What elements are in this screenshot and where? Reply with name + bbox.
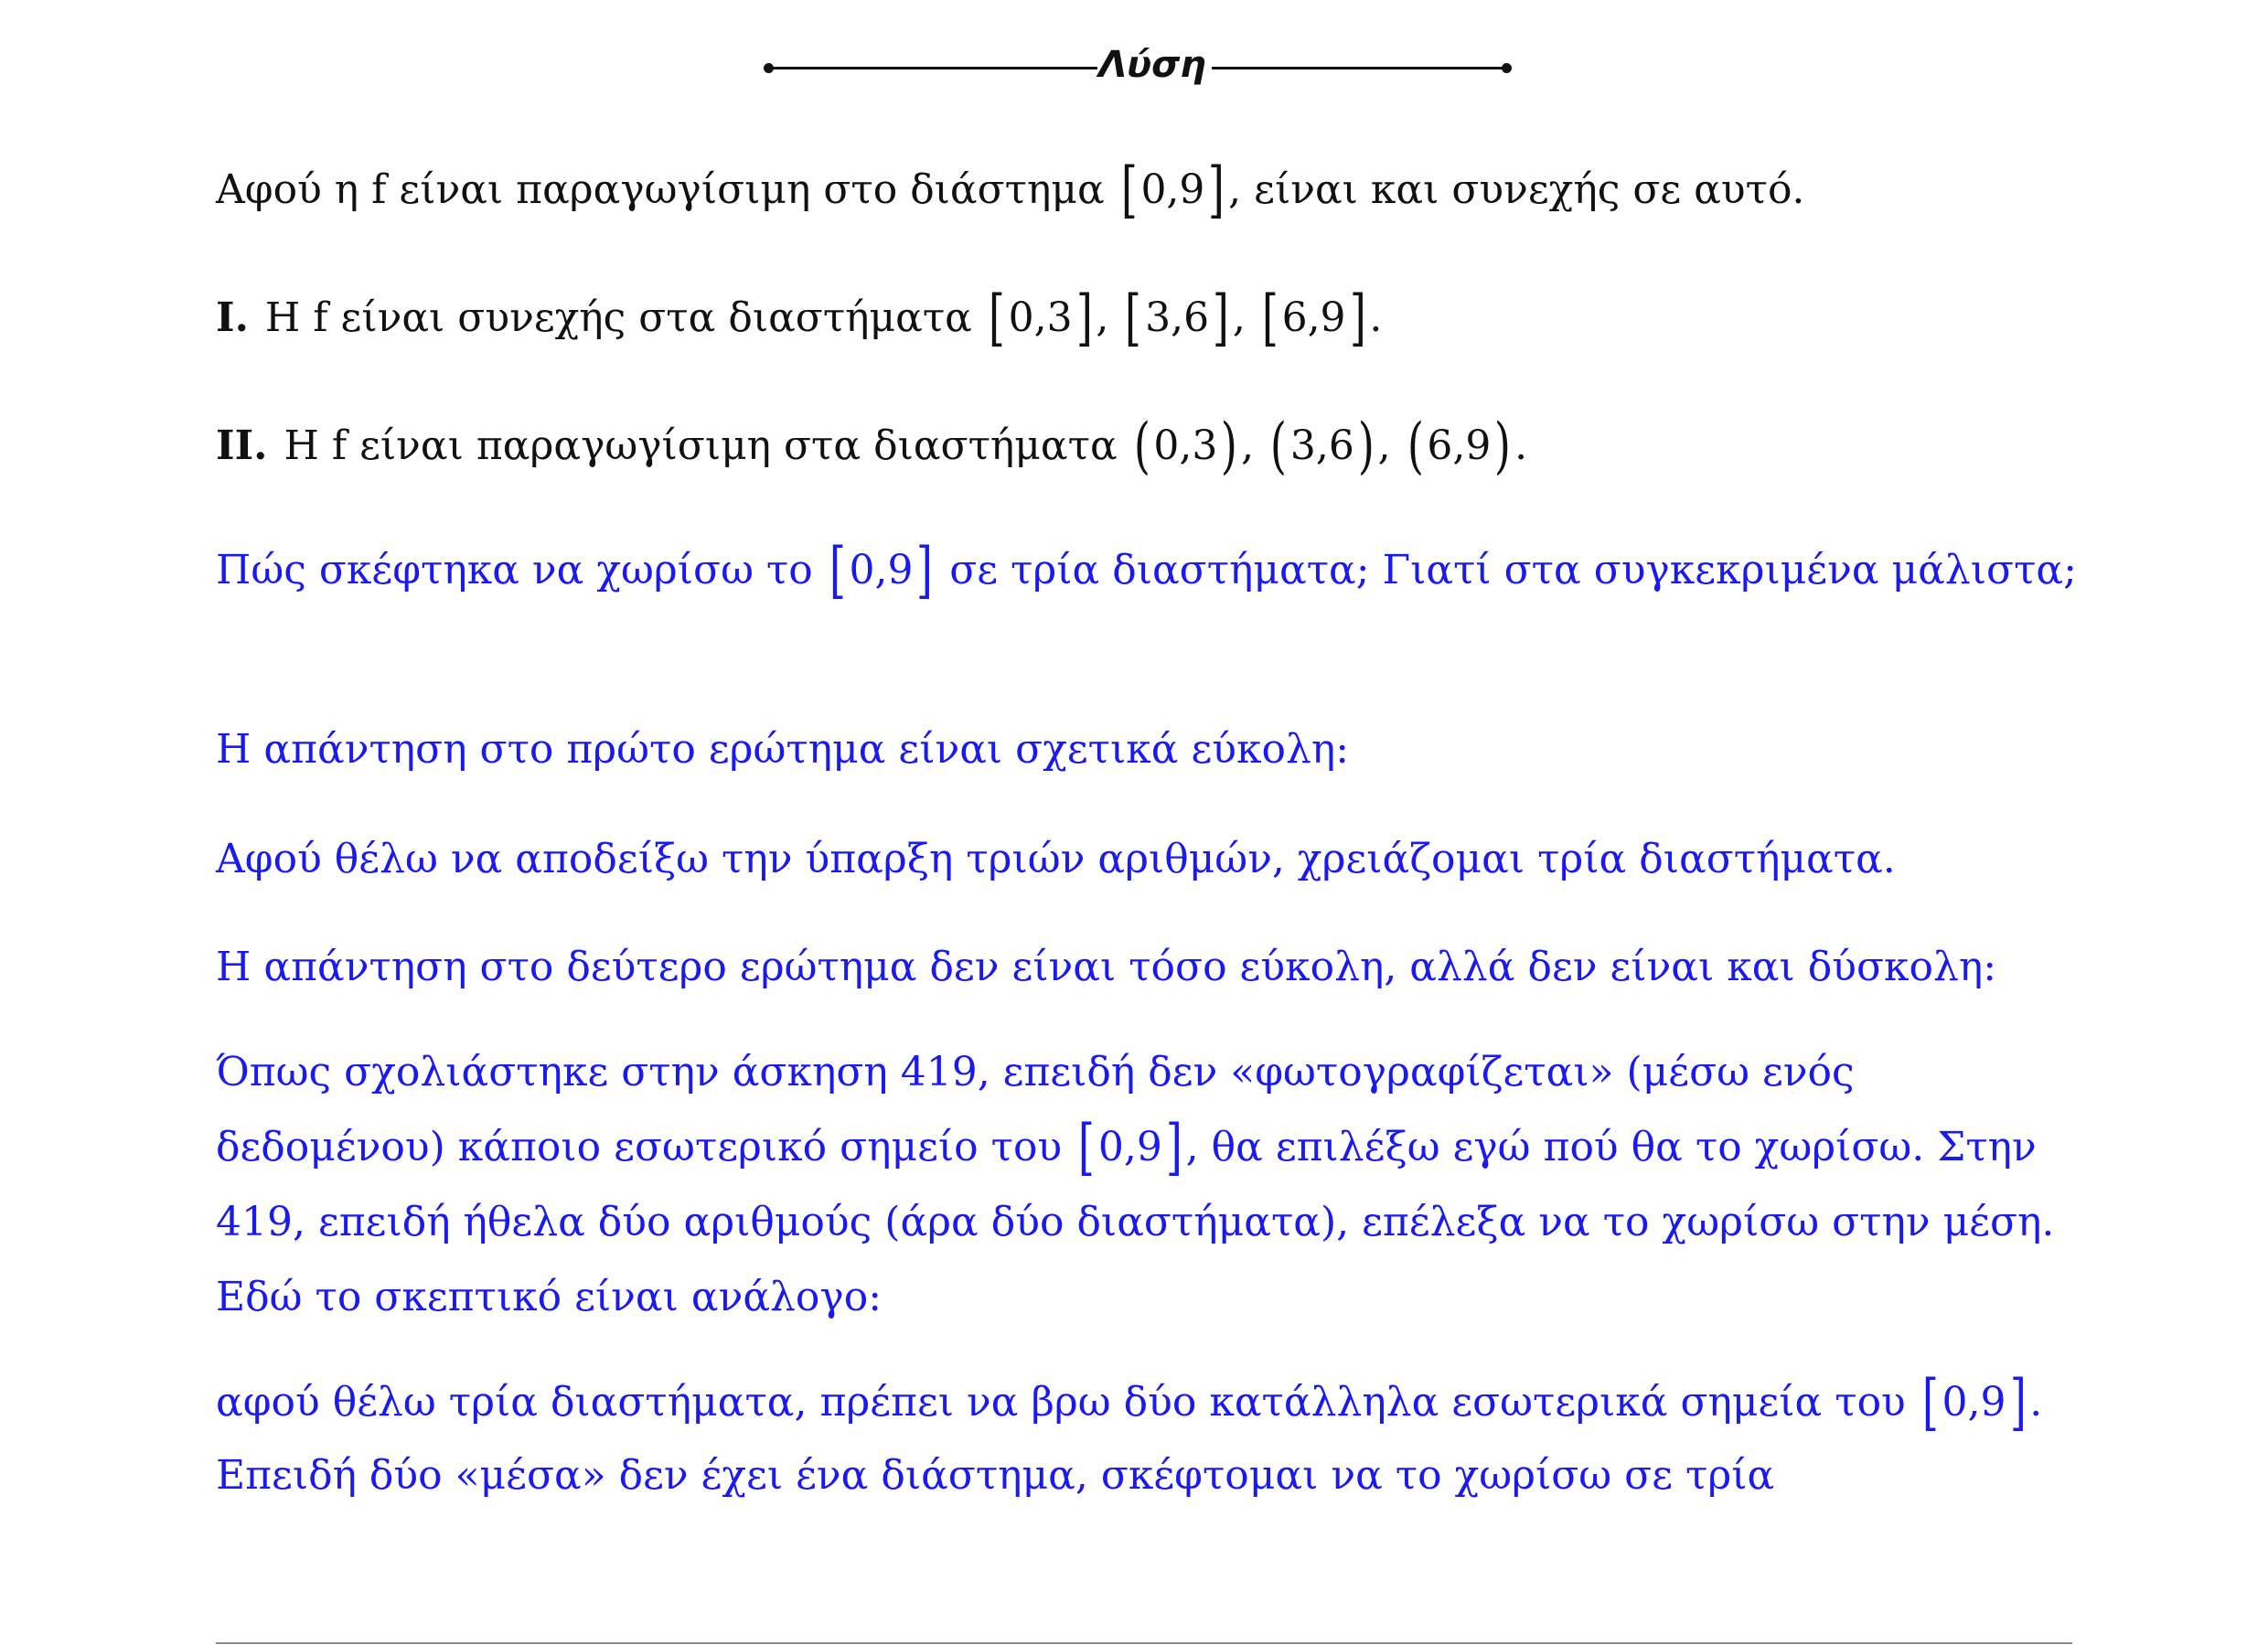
footer-rule	[216, 1642, 2072, 1644]
interval-0-9-question: [0,9]	[829, 535, 934, 605]
item-i-text: Η f είναι συνεχής στα διαστήματα	[264, 294, 985, 341]
interval-3-6: [3,6]	[1125, 283, 1229, 353]
intro-text-before: Αφού η f είναι παραγωγίσιμη στο διάστημα	[216, 166, 1118, 213]
question-paragraph: Πώς σκέφτηκα να χωρίσω το [0,9] σε τρία διαστήματα; Γιατί στα συγκεκριμένα μάλιστα;	[216, 535, 2077, 605]
interval-0-3: [0,3]	[988, 283, 1093, 353]
interval-6-9: [6,9]	[1261, 283, 1366, 353]
answer2-paragraph: Η απάντηση στο δεύτερο ερώτημα δεν είναι τόσο εύκολη, αλλά δεν είναι και δύσκολη:	[216, 944, 1997, 990]
interval-open-0-3: (0,3)	[1133, 411, 1238, 481]
header-right-dot	[1502, 63, 1512, 73]
item-i-paragraph: I. Η f είναι συνεχής στα διαστήματα [0,3], [3,6], [6,9].	[216, 283, 1383, 353]
header-left-rule	[768, 67, 1097, 69]
final-paragraph: αφού θέλω τρία διαστήματα, πρέπει να βρω δύο κατάλληλα εσωτερικά σημεία του [0,9]. Επειδή δύο «μέσα» δεν έχει ένα διάστημα, σκέφτομαι να το χωρίσω σε τρία	[216, 1367, 2043, 1499]
interval-open-6-9: (6,9)	[1407, 411, 1512, 481]
interval-0-9-note: [0,9]	[1078, 1112, 1182, 1182]
interval-0-9-final: [0,9]	[1921, 1367, 2027, 1437]
intro-text-after: , είναι και συνεχής σε αυτό.	[1228, 166, 1805, 213]
solution-title: Λύση	[1098, 44, 1206, 86]
interval-0-9: [0,9]	[1120, 155, 1225, 225]
item-ii-label: II.	[216, 422, 268, 469]
answer1-paragraph: Η απάντηση στο πρώτο ερώτημα είναι σχετικά εύκολη:	[216, 726, 1350, 773]
item-i-label: I.	[216, 294, 249, 341]
interval-open-3-6: (3,6)	[1269, 411, 1375, 481]
item-ii-text: Η f είναι παραγωγίσιμη στα διαστήματα	[284, 422, 1130, 469]
intro-paragraph	[216, 154, 2081, 227]
reason1-paragraph: Αφού θέλω να αποδείξω την ύπαρξη τριών αριθμών, χρειάζομαι τρία διαστήματα.	[216, 836, 1896, 882]
note-paragraph: Όπως σχολιάστηκε στην άσκηση 419, επειδή δεν «φωτογραφίζεται» (μέσω ενός δεδομένου) κάποιο εσωτερικό σημείο του [0,9], θα επιλέξω εγώ πού θα το χωρίσω. Στην 419, επειδή ήθελα δύο αριθμούς (άρα δύο διαστήματα), επέλεξα να το χωρίσω στην μέση. Εδώ το σκεπτικό είναι ανάλογο:	[216, 1049, 2055, 1320]
header-right-rule	[1212, 67, 1504, 69]
item-ii-paragraph: II. Η f είναι παραγωγίσιμη στα διαστήματα (0,3), (3,6), (6,9).	[216, 411, 1528, 481]
solution-header	[759, 44, 1518, 99]
